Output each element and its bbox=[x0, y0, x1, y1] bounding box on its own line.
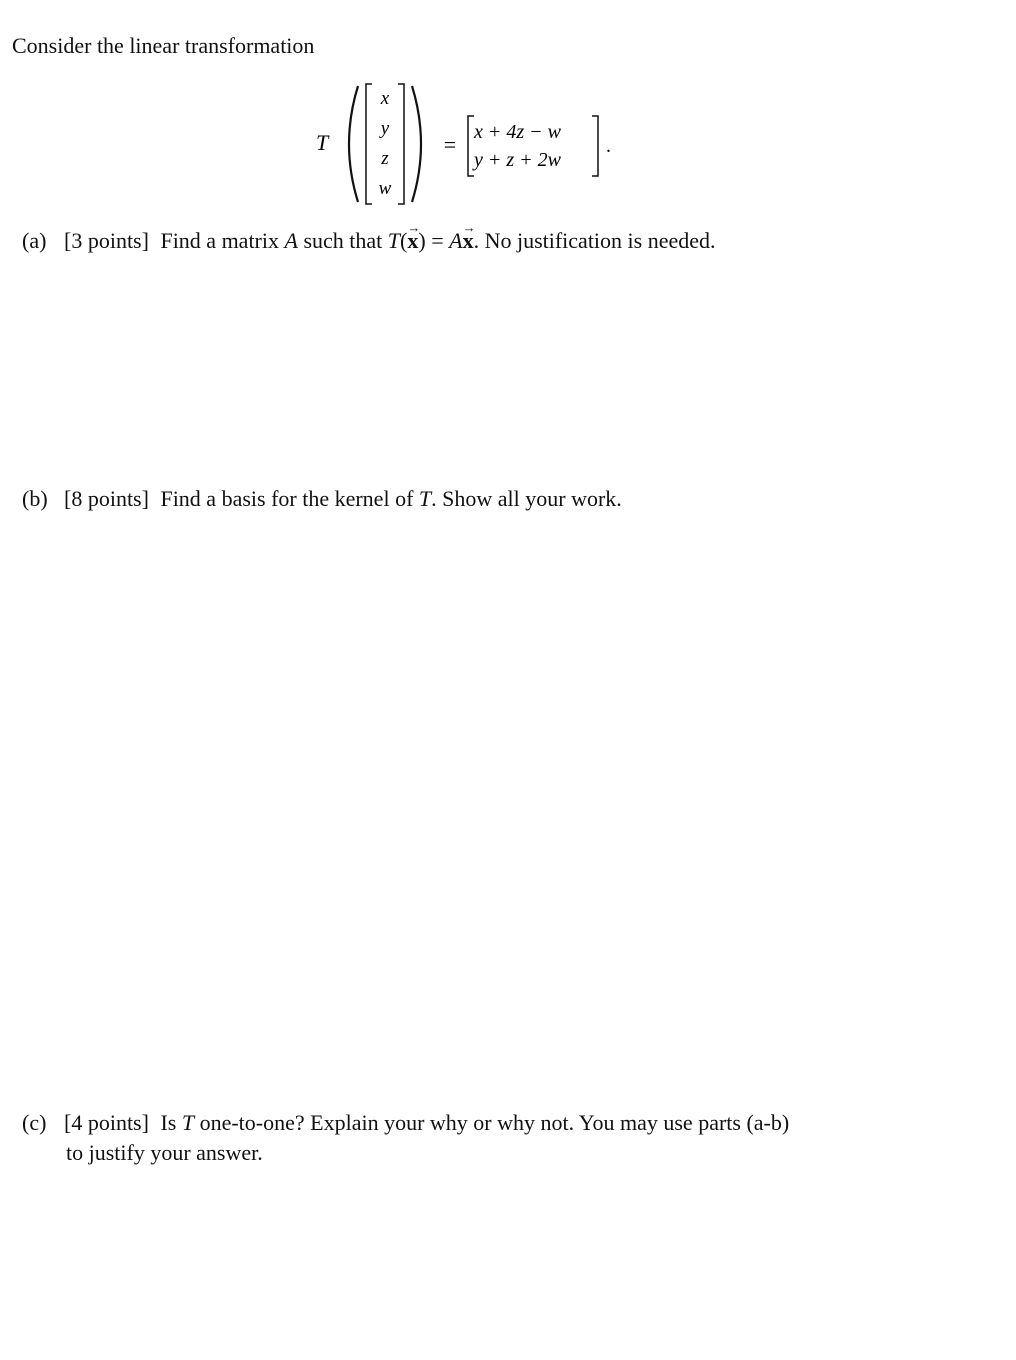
vector-x: x → bbox=[407, 226, 418, 256]
question-c bbox=[22, 1108, 922, 1168]
output-entry-1: x + 4z − w bbox=[474, 121, 561, 143]
input-left-bracket bbox=[366, 84, 372, 204]
left-paren bbox=[349, 86, 358, 202]
equals-sign: = bbox=[443, 132, 457, 157]
operator-T: T bbox=[316, 130, 329, 155]
vector-x-2: x → bbox=[463, 226, 474, 256]
output-right-bracket bbox=[592, 116, 598, 176]
input-entry-z: z bbox=[381, 148, 389, 169]
output-entry-2: y + z + 2w bbox=[474, 149, 561, 171]
question-a-label: (a) bbox=[22, 228, 47, 253]
question-c-text bbox=[64, 1108, 789, 1138]
question-c-label: (c) bbox=[22, 1110, 47, 1135]
formula-open-paren: ( bbox=[400, 228, 408, 253]
question-b-text bbox=[64, 484, 622, 514]
input-entry-y: y bbox=[380, 118, 390, 139]
question-b-label: (b) bbox=[22, 486, 48, 511]
question-c-symbol-T: T bbox=[181, 1110, 195, 1135]
input-right-bracket bbox=[398, 84, 404, 204]
question-b bbox=[22, 484, 982, 514]
matrix-A-symbol: A bbox=[284, 228, 298, 253]
question-b-text-after: . Show all your work. bbox=[431, 486, 622, 511]
transformation-equation bbox=[300, 78, 640, 210]
question-a bbox=[22, 226, 982, 256]
question-c-text-line2: to justify your answer. bbox=[66, 1140, 263, 1165]
question-a-points: [3 points] bbox=[64, 228, 149, 253]
equation-period: . bbox=[606, 135, 611, 157]
question-b-text-before: Find a basis for the kernel of bbox=[160, 486, 414, 511]
question-c-text-before: Is bbox=[160, 1110, 177, 1135]
intro-text: Consider the linear transformation bbox=[12, 33, 315, 58]
formula-close-paren: ) bbox=[418, 228, 426, 253]
question-a-text-before: Find a matrix bbox=[160, 228, 279, 253]
formula-T: T bbox=[387, 228, 401, 253]
question-a-text-mid: such that bbox=[303, 228, 383, 253]
question-c-points: [4 points] bbox=[64, 1110, 149, 1135]
question-a-text-after: . No justification is needed. bbox=[473, 228, 716, 253]
question-b-points: [8 points] bbox=[64, 486, 149, 511]
formula-equals: = bbox=[431, 228, 444, 253]
equation-svg bbox=[300, 78, 640, 210]
input-entry-x: x bbox=[380, 88, 390, 109]
question-a-text bbox=[64, 226, 716, 256]
right-paren bbox=[412, 86, 421, 202]
question-c-text-after: one-to-one? Explain your why or why not. You may use parts (a-b) bbox=[199, 1110, 790, 1135]
formula-A: A bbox=[449, 228, 463, 253]
input-entry-w: w bbox=[378, 178, 392, 199]
question-b-symbol-T: T bbox=[418, 486, 432, 511]
